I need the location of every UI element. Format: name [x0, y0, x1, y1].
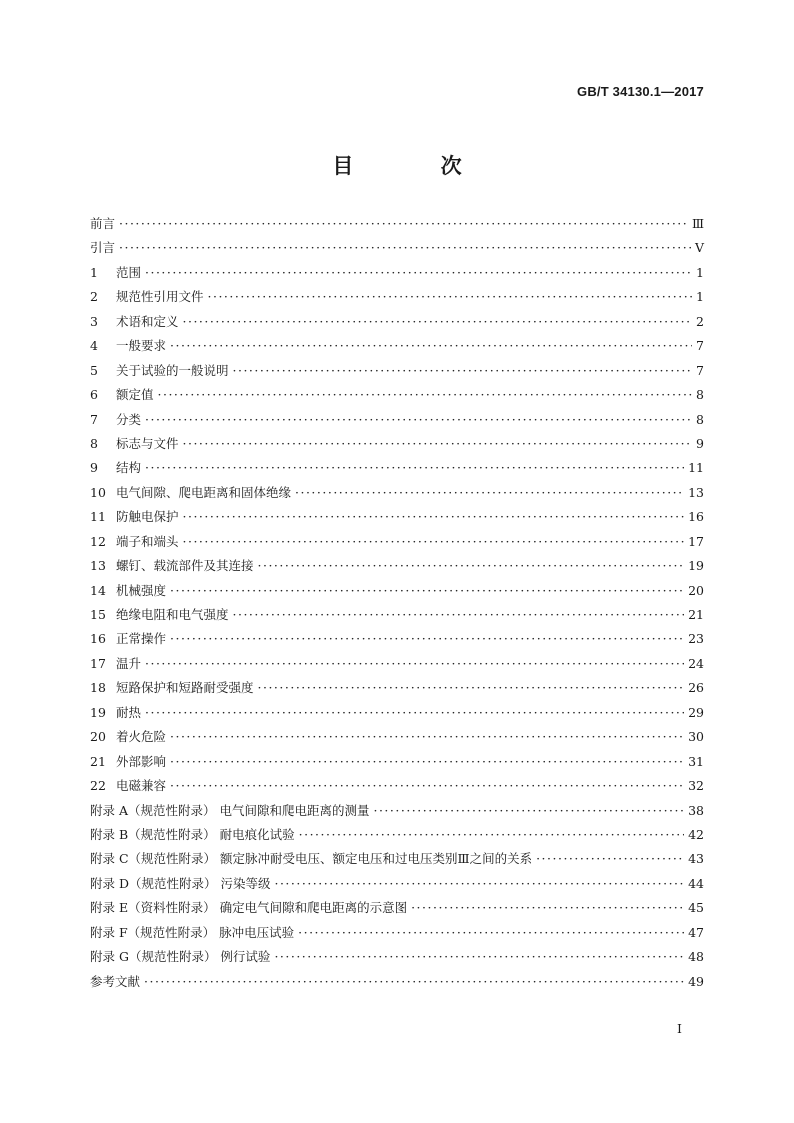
toc-entry[interactable]	[90, 825, 704, 849]
toc-entry-page: 1	[696, 289, 704, 305]
toc-entry-page: 24	[688, 655, 704, 671]
toc-entry[interactable]	[90, 678, 704, 702]
toc-entry-number: 17	[90, 655, 106, 671]
toc-entry-number: 20	[90, 729, 106, 745]
table-of-contents	[90, 214, 704, 996]
toc-entry[interactable]	[90, 532, 704, 556]
toc-dot-leader	[145, 265, 692, 280]
toc-entry-page: 43	[688, 851, 704, 867]
toc-entry[interactable]	[90, 507, 704, 531]
standard-code: GB/T 34130.1—2017	[577, 84, 704, 99]
toc-entry-label: 螺钉、载流部件及其连接	[116, 558, 254, 574]
toc-entry-page: 20	[688, 582, 704, 598]
toc-entry[interactable]	[90, 849, 704, 873]
toc-entry-page: 49	[688, 973, 704, 989]
toc-entry-page: Ⅴ	[694, 240, 704, 256]
toc-dot-leader	[298, 925, 684, 940]
toc-entry-number: 2	[90, 289, 98, 305]
toc-entry-page: 47	[688, 924, 704, 940]
toc-entry-page: 29	[688, 704, 704, 720]
toc-entry[interactable]	[90, 654, 704, 678]
toc-dot-leader	[119, 216, 688, 231]
toc-entry-label: 前言	[90, 216, 116, 231]
toc-dot-leader	[258, 558, 685, 573]
toc-entry[interactable]	[90, 556, 704, 580]
toc-dot-leader	[144, 974, 684, 989]
toc-entry[interactable]	[90, 752, 704, 776]
toc-entry-number: 6	[90, 387, 98, 403]
toc-dot-leader	[274, 949, 684, 964]
toc-entry-label: 电气间隙、爬电距离和固体绝缘	[116, 484, 292, 500]
toc-entry-label: 标志与文件	[116, 435, 179, 451]
toc-dot-leader	[183, 314, 693, 329]
toc-entry-number: 10	[90, 484, 106, 500]
toc-entry-label: 参考文献	[90, 973, 141, 989]
toc-dot-leader	[119, 240, 691, 255]
toc-entry-number: 21	[90, 753, 106, 769]
toc-entry-page: 21	[688, 607, 704, 622]
toc-entry[interactable]	[90, 410, 704, 434]
toc-entry-label: 着火危险	[116, 729, 167, 745]
toc-entry[interactable]	[90, 947, 704, 971]
toc-entry-page: 42	[688, 826, 704, 842]
toc-entry-page: 44	[688, 875, 704, 891]
toc-entry-page: 45	[688, 900, 704, 916]
page-title: 目 次	[332, 154, 502, 178]
toc-dot-leader	[170, 729, 684, 744]
toc-entry-page: 7	[696, 362, 704, 378]
toc-entry[interactable]	[90, 361, 704, 385]
toc-entry-page: 8	[696, 411, 704, 427]
toc-entry[interactable]	[90, 923, 704, 947]
page-number: Ⅰ	[677, 1021, 682, 1036]
toc-entry-label: 附录 E（资料性附录） 确定电气间隙和爬电距离的示意图	[90, 900, 408, 916]
toc-entry-number: 14	[90, 582, 106, 598]
toc-dot-leader	[183, 436, 693, 451]
toc-entry[interactable]	[90, 801, 704, 825]
toc-entry-number: 5	[90, 362, 98, 378]
toc-entry-number: 8	[90, 435, 98, 451]
toc-entry-label: 附录 C（规范性附录） 额定脉冲耐受电压、额定电压和过电压类别Ⅲ之间的关系	[90, 851, 533, 867]
toc-entry-label: 附录 G（规范性附录） 例行试验	[90, 949, 271, 965]
toc-dot-leader	[145, 460, 684, 475]
toc-entry-page: 32	[688, 778, 704, 794]
toc-dot-leader	[258, 680, 685, 695]
toc-dot-leader	[183, 509, 685, 524]
toc-entry-label: 电磁兼容	[116, 778, 167, 794]
toc-entry[interactable]	[90, 874, 704, 898]
toc-entry-page: 19	[688, 558, 704, 574]
toc-entry-label: 附录 B（规范性附录） 耐电痕化试验	[90, 826, 295, 842]
toc-entry-number: 13	[90, 558, 106, 574]
toc-entry-label: 附录 A（规范性附录） 电气间隙和爬电距离的测量	[90, 802, 370, 818]
toc-entry-number: 1	[90, 264, 98, 280]
toc-entry-label: 端子和端头	[116, 533, 179, 549]
toc-entry-page: 23	[688, 631, 704, 647]
toc-entry-label: 附录 F（规范性附录） 脉冲电压试验	[90, 924, 295, 940]
toc-entry-page: 17	[688, 533, 704, 549]
toc-entry-page: Ⅲ	[691, 216, 704, 231]
toc-entry-number: 11	[90, 509, 106, 525]
toc-dot-leader	[145, 656, 684, 671]
toc-entry-number: 15	[90, 607, 106, 622]
toc-entry-page: 38	[688, 802, 704, 818]
toc-entry[interactable]	[90, 605, 704, 629]
toc-entry-number: 16	[90, 631, 106, 647]
toc-entry-label: 规范性引用文件	[116, 289, 204, 305]
toc-entry-label: 分类	[116, 411, 142, 427]
toc-entry-page: 11	[688, 460, 704, 476]
toc-entry[interactable]	[90, 703, 704, 727]
toc-dot-leader	[170, 631, 684, 646]
toc-dot-leader	[536, 851, 684, 866]
toc-entry-number: 3	[90, 313, 98, 329]
toc-dot-leader	[233, 363, 693, 378]
toc-entry[interactable]	[90, 385, 704, 409]
toc-entry-label: 额定值	[116, 387, 154, 403]
toc-entry-label: 耐热	[116, 704, 142, 720]
toc-entry[interactable]	[90, 312, 704, 336]
toc-entry-number: 19	[90, 704, 106, 720]
toc-entry-number: 4	[90, 338, 98, 354]
toc-entry[interactable]	[90, 581, 704, 605]
toc-entry-page: 7	[696, 338, 704, 354]
toc-entry[interactable]	[90, 776, 704, 800]
toc-entry[interactable]	[90, 214, 704, 238]
toc-entry-label: 附录 D（规范性附录） 污染等级	[90, 875, 271, 891]
toc-entry-label: 外部影响	[116, 753, 167, 769]
toc-entry-page: 31	[688, 753, 704, 769]
toc-entry-label: 引言	[90, 240, 116, 256]
toc-entry-number: 7	[90, 411, 98, 427]
toc-dot-leader	[170, 338, 692, 353]
toc-entry[interactable]	[90, 263, 704, 287]
toc-entry-label: 术语和定义	[116, 313, 179, 329]
toc-entry[interactable]	[90, 238, 704, 262]
toc-entry-page: 2	[696, 313, 704, 329]
toc-entry-number: 18	[90, 680, 106, 696]
toc-entry[interactable]	[90, 336, 704, 360]
toc-entry-page: 16	[688, 509, 704, 525]
toc-dot-leader	[411, 900, 684, 915]
toc-entry-page: 9	[696, 435, 704, 451]
toc-entry-label: 一般要求	[116, 338, 167, 354]
toc-dot-leader	[295, 485, 684, 500]
toc-entry[interactable]	[90, 972, 704, 996]
toc-entry-label: 结构	[116, 460, 142, 476]
toc-dot-leader	[145, 412, 692, 427]
toc-entry-label: 正常操作	[116, 631, 167, 647]
toc-entry-page: 13	[688, 484, 704, 500]
toc-entry-number: 12	[90, 533, 106, 549]
toc-dot-leader	[208, 289, 693, 304]
toc-entry[interactable]	[90, 898, 704, 922]
toc-dot-leader	[170, 583, 684, 598]
toc-entry[interactable]	[90, 629, 704, 653]
toc-entry-label: 防触电保护	[116, 509, 179, 525]
toc-entry[interactable]	[90, 287, 704, 311]
toc-entry-label: 短路保护和短路耐受强度	[116, 680, 254, 696]
toc-dot-leader	[145, 705, 684, 720]
toc-entry[interactable]	[90, 434, 704, 458]
toc-dot-leader	[170, 754, 684, 769]
toc-entry-label: 范围	[116, 264, 142, 280]
toc-entry-number: 22	[90, 778, 106, 794]
toc-dot-leader	[299, 827, 684, 842]
toc-entry-page: 8	[696, 387, 704, 403]
toc-entry-page: 26	[688, 680, 704, 696]
toc-dot-leader	[373, 803, 684, 818]
toc-entry-label: 关于试验的一般说明	[116, 362, 229, 378]
toc-dot-leader	[158, 387, 693, 402]
toc-dot-leader	[183, 534, 685, 549]
toc-entry-label: 温升	[116, 655, 142, 671]
toc-entry[interactable]	[90, 727, 704, 751]
toc-entry-number: 9	[90, 460, 98, 476]
toc-dot-leader	[170, 778, 684, 793]
toc-entry-page: 30	[688, 729, 704, 745]
toc-entry-label: 机械强度	[116, 582, 167, 598]
toc-dot-leader	[274, 876, 684, 891]
toc-entry-label: 绝缘电阻和电气强度	[116, 607, 229, 622]
toc-entry[interactable]	[90, 483, 704, 507]
toc-dot-leader	[233, 607, 685, 622]
toc-entry-page: 48	[688, 949, 704, 965]
toc-entry[interactable]	[90, 458, 704, 482]
toc-entry-page: 1	[696, 264, 704, 280]
